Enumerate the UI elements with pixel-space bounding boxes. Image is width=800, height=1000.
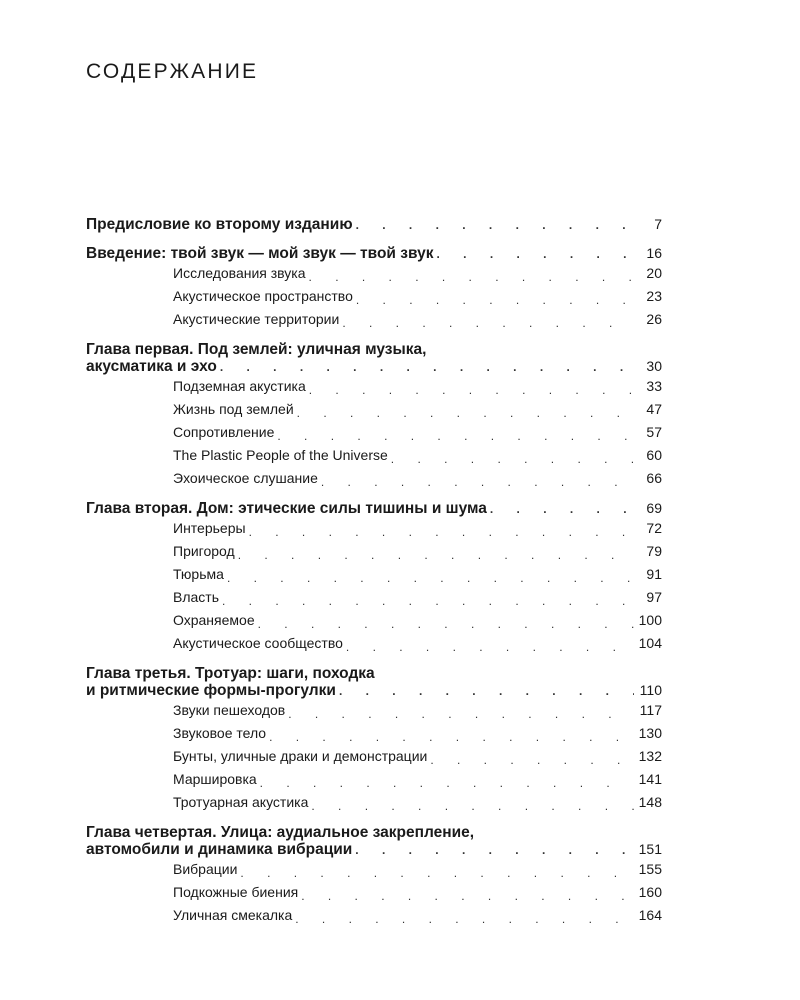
- toc-entry-section[interactable]: [86, 904, 662, 927]
- chapter-title-line: Глава первая. Под землей: уличная музыка,: [86, 341, 427, 358]
- chapter-block: [86, 341, 662, 490]
- toc-entry-section[interactable]: [86, 398, 662, 421]
- leader-dots: [355, 844, 634, 858]
- entry-label: Вибрации: [173, 858, 240, 881]
- toc-entry-preface[interactable]: [86, 216, 662, 233]
- entry-label: Звуковое тело: [173, 722, 269, 745]
- toc-entry-chapter[interactable]: [86, 682, 662, 699]
- toc-entry-chapter[interactable]: [86, 841, 662, 858]
- entry-page: 91: [646, 566, 662, 582]
- entry-page: 47: [646, 401, 662, 417]
- leader-dots: [220, 361, 634, 375]
- leader-dots: [339, 685, 634, 699]
- chapter-block: [86, 824, 662, 927]
- leader-dots: [258, 618, 634, 632]
- entry-label: Тюрьма: [173, 563, 227, 586]
- entry-label: Уличная смекалка: [173, 904, 295, 927]
- entry-label: Жизнь под землей: [173, 398, 297, 421]
- toc-entry-section[interactable]: [86, 285, 662, 308]
- entry-page: 100: [638, 612, 662, 628]
- leader-dots: [309, 271, 634, 285]
- chapter-block: [86, 665, 662, 814]
- entry-label: Предисловие ко второму изданию: [86, 216, 356, 233]
- entry-page: 30: [646, 358, 662, 374]
- leader-dots: [301, 890, 634, 904]
- preface-block: [86, 216, 662, 233]
- entry-label: Сопротивление: [173, 421, 277, 444]
- entry-label: Тротуарная акустика: [173, 791, 311, 814]
- toc-entry-section[interactable]: [86, 745, 662, 768]
- entry-page: 26: [646, 311, 662, 327]
- entry-page: 155: [638, 861, 662, 877]
- entry-label: Охраняемое: [173, 609, 258, 632]
- entry-page: 97: [646, 589, 662, 605]
- toc-entry-section[interactable]: [86, 722, 662, 745]
- entry-label: Эхоическое слушание: [173, 467, 321, 490]
- entry-page: 66: [646, 470, 662, 486]
- toc-entry-section[interactable]: [86, 699, 662, 722]
- entry-label: Бунты, уличные драки и демонстрации: [173, 745, 430, 768]
- entry-label: Звуки пешеходов: [173, 699, 288, 722]
- toc-entry-section[interactable]: [86, 609, 662, 632]
- toc-entry-section[interactable]: [86, 791, 662, 814]
- chapter-block: [86, 500, 662, 655]
- entry-label: и ритмические формы-прогулки: [86, 682, 339, 699]
- toc-entry-chapter[interactable]: [86, 245, 662, 262]
- leader-dots: [391, 453, 634, 467]
- leader-dots: [240, 867, 634, 881]
- toc-entry-section[interactable]: [86, 881, 662, 904]
- leader-dots: [249, 526, 634, 540]
- entry-page: 110: [639, 682, 662, 698]
- entry-label: Введение: твой звук — мой звук — твой звук: [86, 245, 436, 262]
- entry-page: 141: [638, 771, 662, 787]
- leader-dots: [311, 800, 634, 814]
- leader-dots: [260, 777, 634, 791]
- entry-label: акусматика и эхо: [86, 358, 220, 375]
- entry-page: 164: [638, 907, 662, 923]
- entry-label: Пригород: [173, 540, 238, 563]
- toc-entry-section[interactable]: [86, 563, 662, 586]
- entry-label: Исследования звука: [173, 262, 309, 285]
- leader-dots: [490, 503, 634, 517]
- toc-entry-section[interactable]: [86, 262, 662, 285]
- leader-dots: [356, 219, 634, 233]
- entry-page: 23: [646, 288, 662, 304]
- toc-entry-section[interactable]: [86, 768, 662, 791]
- entry-label: Акустические территории: [173, 308, 342, 331]
- entry-page: 16: [646, 245, 662, 261]
- chapter-block: [86, 245, 662, 331]
- entry-label: Глава вторая. Дом: этические силы тишины и шума: [86, 500, 490, 517]
- page-title: СОДЕРЖАНИЕ: [86, 60, 259, 83]
- entry-page: 132: [638, 748, 662, 764]
- leader-dots: [356, 294, 634, 308]
- entry-label: The Plastic People of the Universe: [173, 444, 391, 467]
- leader-dots: [342, 317, 634, 331]
- toc-entry-chapter[interactable]: [86, 500, 662, 517]
- chapter-title-line: Глава четвертая. Улица: аудиальное закрепление,: [86, 824, 475, 841]
- leader-dots: [309, 384, 634, 398]
- leader-dots: [238, 549, 634, 563]
- toc-entry-section[interactable]: [86, 375, 662, 398]
- leader-dots: [222, 595, 634, 609]
- toc-entry-section[interactable]: [86, 308, 662, 331]
- entry-label: Акустическое сообщество: [173, 632, 346, 655]
- entry-label: автомобили и динамика вибрации: [86, 841, 355, 858]
- entry-page: 60: [646, 447, 662, 463]
- entry-page: 7: [654, 216, 662, 232]
- toc-entry-section[interactable]: [86, 632, 662, 655]
- entry-page: 20: [646, 265, 662, 281]
- entry-page: 79: [646, 543, 662, 559]
- toc-entry-section[interactable]: [86, 540, 662, 563]
- entry-page: 69: [646, 500, 662, 516]
- leader-dots: [297, 407, 634, 421]
- leader-dots: [346, 641, 634, 655]
- leader-dots: [436, 248, 634, 262]
- toc-entry-chapter[interactable]: [86, 358, 662, 375]
- leader-dots: [288, 708, 634, 722]
- leader-dots: [269, 731, 634, 745]
- leader-dots: [227, 572, 634, 586]
- leader-dots: [430, 754, 634, 768]
- toc-entry-section[interactable]: [86, 858, 662, 881]
- leader-dots: [321, 476, 634, 490]
- entry-label: Интерьеры: [173, 517, 249, 540]
- entry-label: Подкожные биения: [173, 881, 301, 904]
- toc-entry-section[interactable]: [86, 586, 662, 609]
- entry-page: 117: [639, 702, 662, 718]
- entry-page: 151: [638, 841, 662, 857]
- entry-page: 130: [638, 725, 662, 741]
- table-of-contents: [86, 216, 662, 927]
- toc-entry-section[interactable]: [86, 421, 662, 444]
- toc-entry-section[interactable]: [86, 444, 662, 467]
- chapter-title-line: Глава третья. Тротуар: шаги, походка: [86, 665, 375, 682]
- entry-label: Маршировка: [173, 768, 260, 791]
- entry-label: Подземная акустика: [173, 375, 309, 398]
- entry-page: 33: [646, 378, 662, 394]
- entry-page: 57: [646, 424, 662, 440]
- entry-page: 160: [638, 884, 662, 900]
- leader-dots: [295, 913, 634, 927]
- entry-page: 148: [638, 794, 662, 810]
- entry-page: 72: [646, 520, 662, 536]
- toc-entry-section[interactable]: [86, 467, 662, 490]
- entry-page: 104: [638, 635, 662, 651]
- toc-entry-section[interactable]: [86, 517, 662, 540]
- leader-dots: [277, 430, 634, 444]
- entry-label: Акустическое пространство: [173, 285, 356, 308]
- entry-label: Власть: [173, 586, 222, 609]
